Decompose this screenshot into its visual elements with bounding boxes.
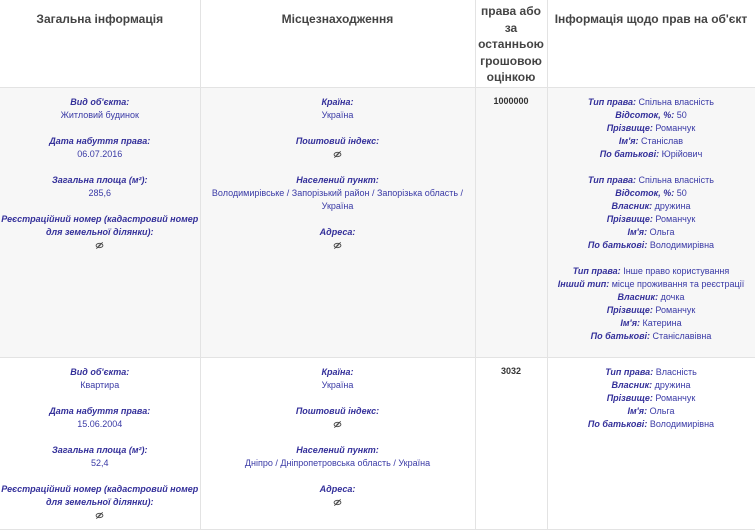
patronymic-line bbox=[548, 418, 755, 431]
name-line bbox=[548, 405, 755, 418]
eye-slash-icon[interactable] bbox=[95, 241, 104, 250]
header-value-line: оцінкою bbox=[486, 70, 536, 84]
right-type-line bbox=[548, 366, 755, 379]
right-type-label: Тип права: bbox=[588, 175, 637, 185]
other-type-line bbox=[548, 278, 755, 291]
reg-number-label-2: для земельної ділянки): bbox=[45, 227, 154, 237]
general-info-cell bbox=[0, 88, 200, 358]
general-info-cell bbox=[0, 358, 200, 530]
country-value: Україна bbox=[321, 110, 354, 120]
share-line bbox=[548, 187, 755, 200]
object-type-label: Вид об'єкта: bbox=[70, 367, 130, 377]
location-cell bbox=[200, 88, 475, 358]
area-value: 285,6 bbox=[88, 188, 112, 198]
country-value: Україна bbox=[321, 380, 354, 390]
header-value bbox=[475, 0, 547, 88]
owner-line bbox=[548, 379, 755, 392]
owner-label: Власник: bbox=[611, 380, 653, 390]
value-cell bbox=[475, 88, 547, 358]
name-line bbox=[548, 135, 755, 148]
patronymic-value: Станіславівна bbox=[652, 331, 712, 341]
surname-line bbox=[548, 392, 755, 405]
patronymic-label: По батькові: bbox=[587, 419, 648, 429]
name-value: Ольга bbox=[649, 227, 675, 237]
object-type-value: Квартира bbox=[80, 380, 120, 390]
area-label: Загальна площа (м²): bbox=[51, 175, 148, 185]
right-type-value: Власність bbox=[655, 367, 697, 377]
settlement-value: Володимирівське / Запорізький район / Запорізька область / bbox=[211, 188, 464, 198]
right-type-line bbox=[548, 96, 755, 109]
settlement-label: Населений пункт: bbox=[296, 175, 379, 185]
right-type-line bbox=[548, 265, 755, 278]
right-type-line bbox=[548, 174, 755, 187]
name-label: Ім'я: bbox=[620, 318, 640, 328]
acq-date-label: Дата набуття права: bbox=[49, 136, 151, 146]
owner-value: дружина bbox=[654, 380, 691, 390]
address-label: Адреса: bbox=[319, 227, 356, 237]
rights-cell bbox=[547, 88, 755, 358]
header-general-info: Загальна інформація bbox=[0, 0, 200, 88]
surname-label: Прізвище: bbox=[606, 393, 653, 403]
surname-line bbox=[548, 213, 755, 226]
reg-number-label: Реєстраційний номер (кадастровий номер bbox=[1, 214, 199, 224]
country-label: Країна: bbox=[321, 367, 354, 377]
patronymic-value: Юрійович bbox=[661, 149, 703, 159]
right-type-label: Тип права: bbox=[605, 367, 654, 377]
header-value-line: останньою bbox=[478, 37, 544, 51]
owner-line bbox=[548, 200, 755, 213]
address-label: Адреса: bbox=[319, 484, 356, 494]
settlement-label: Населений пункт: bbox=[296, 445, 379, 455]
surname-label: Прізвище: bbox=[606, 123, 653, 133]
acq-date-value: 15.06.2004 bbox=[77, 419, 123, 429]
eye-slash-icon[interactable] bbox=[333, 241, 342, 250]
settlement-value: Дніпро / Дніпропетровська область / Україна bbox=[244, 458, 431, 468]
share-label: Відсоток, %: bbox=[615, 188, 675, 198]
name-line bbox=[548, 317, 755, 330]
patronymic-line bbox=[548, 239, 755, 252]
name-line bbox=[548, 226, 755, 239]
share-value: 50 bbox=[676, 110, 687, 120]
reg-number-label-2: для земельної ділянки): bbox=[45, 497, 154, 507]
surname-label: Прізвище: bbox=[606, 214, 653, 224]
header-value-line: за bbox=[504, 20, 518, 35]
settlement-value-2: Україна bbox=[321, 201, 354, 211]
eye-slash-icon[interactable] bbox=[333, 150, 342, 159]
header-location: Місцезнаходження bbox=[200, 0, 475, 88]
postal-label: Поштовий індекс: bbox=[295, 406, 380, 416]
acq-date-label: Дата набуття права: bbox=[49, 406, 151, 416]
header-value-line: права або bbox=[481, 4, 541, 18]
eye-slash-icon[interactable] bbox=[333, 420, 342, 429]
share-value: 50 bbox=[676, 188, 687, 198]
owner-value: дочка bbox=[660, 292, 685, 302]
name-label: Ім'я: bbox=[627, 406, 648, 416]
owner-label: Власник: bbox=[617, 292, 659, 302]
patronymic-value: Володимирівна bbox=[649, 419, 715, 429]
share-line bbox=[548, 109, 755, 122]
right-type-value: Спільна власність bbox=[638, 175, 714, 185]
area-label: Загальна площа (м²): bbox=[51, 445, 148, 455]
rights-cell bbox=[547, 358, 755, 530]
surname-value: Романчук bbox=[655, 393, 696, 403]
surname-line bbox=[548, 122, 755, 135]
patronymic-label: По батькові: bbox=[599, 149, 660, 159]
value-amount: 1000000 bbox=[493, 96, 529, 106]
table-row bbox=[0, 358, 755, 530]
patronymic-label: По батькові: bbox=[590, 331, 651, 341]
object-type-label: Вид об'єкта: bbox=[70, 97, 130, 107]
reg-number-label: Реєстраційний номер (кадастровий номер bbox=[1, 484, 199, 494]
patronymic-label: По батькові: bbox=[587, 240, 648, 250]
name-value: Станіслав bbox=[641, 136, 684, 146]
surname-value: Романчук bbox=[655, 305, 696, 315]
postal-label: Поштовий індекс: bbox=[295, 136, 380, 146]
value-amount: 3032 bbox=[500, 366, 522, 376]
right-type-value: Інше право користування bbox=[623, 266, 730, 276]
location-cell bbox=[200, 358, 475, 530]
owner-line bbox=[548, 291, 755, 304]
table-header-row bbox=[0, 0, 755, 88]
eye-slash-icon[interactable] bbox=[333, 498, 342, 507]
right-type-label: Тип права: bbox=[588, 97, 637, 107]
patronymic-line bbox=[548, 148, 755, 161]
patronymic-value: Володимирівна bbox=[649, 240, 715, 250]
area-value: 52,4 bbox=[90, 458, 109, 468]
patronymic-line bbox=[548, 330, 755, 343]
other-type-value: місце проживання та реєстрації bbox=[611, 279, 745, 289]
table-row bbox=[0, 88, 755, 358]
owner-label: Власник: bbox=[611, 201, 653, 211]
right-type-label: Тип права: bbox=[572, 266, 621, 276]
header-value-line: грошовою bbox=[480, 53, 542, 68]
other-type-label: Інший тип: bbox=[557, 279, 610, 289]
eye-slash-icon[interactable] bbox=[95, 511, 104, 520]
name-label: Ім'я: bbox=[618, 136, 639, 146]
surname-line bbox=[548, 304, 755, 317]
surname-value: Романчук bbox=[655, 214, 696, 224]
owner-value: дружина bbox=[654, 201, 691, 211]
right-type-value: Спільна власність bbox=[638, 97, 714, 107]
surname-value: Романчук bbox=[655, 123, 696, 133]
value-cell bbox=[475, 358, 547, 530]
object-type-value: Житловий будинок bbox=[60, 110, 139, 120]
acq-date-value: 06.07.2016 bbox=[77, 149, 123, 159]
surname-label: Прізвище: bbox=[606, 305, 653, 315]
header-rights-info: Інформація щодо прав на об'єкт bbox=[547, 0, 755, 88]
share-label: Відсоток, %: bbox=[615, 110, 675, 120]
name-label: Ім'я: bbox=[627, 227, 648, 237]
name-value: Ольга bbox=[649, 406, 675, 416]
name-value: Катерина bbox=[642, 318, 682, 328]
country-label: Країна: bbox=[321, 97, 354, 107]
